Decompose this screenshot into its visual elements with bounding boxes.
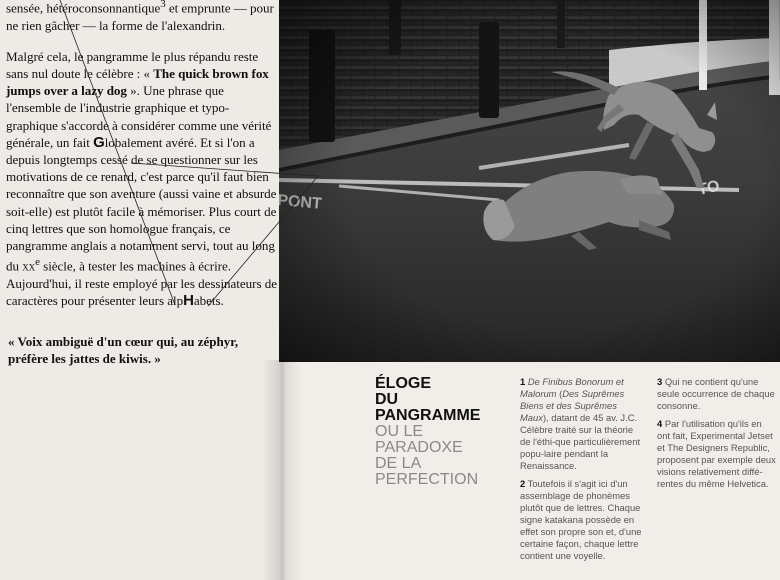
footnotes-column-2 [657,376,777,496]
fox-photo-illustration [279,0,780,362]
text-run: sensée, hétéroconsonnantique [6,0,161,16]
subtitle-line: OU LE [375,423,424,440]
text-run: The quick brown fox jumps over a lazy dog [6,65,269,99]
footnote-text: Des Suprêmes Biens et des Suprêmes Maux [520,388,625,423]
text-run: ». Une phrase que l'ensemble de l'industrie graphique et typo-graphique s'accorde à considérer comme une vérité générale, un fait [6,83,272,150]
subtitle-line: PERFECTION [375,471,479,488]
title-line: ÉLOGE [375,375,432,392]
paragraph-quick-brown-fox [6,48,278,309]
title-line: DU [375,391,399,408]
footnote-number: 4 [657,418,663,429]
subtitle-line: PARADOXE [375,439,463,456]
left-page [0,0,279,580]
text-run: 3 [160,0,166,10]
footnote-number: 2 [520,478,526,489]
footnotes-column-1 [520,376,645,568]
subtitle-line: DE LA [375,455,422,472]
footnote [520,376,645,472]
footnote [657,376,777,412]
fox-photo [279,0,780,362]
text-run: abets. [193,292,224,308]
paragraph-alexandrin [6,0,278,34]
highlighted-letter: H [183,291,194,309]
text-run: Malgré cela, le pangramme le plus répandu reste sans nul doute le célèbre : « [6,48,259,81]
footnote-number: 1 [520,376,526,387]
title-line: PANGRAMME [375,407,481,424]
pull-quote: « Voix ambiguë d'un cœur qui, au zéphyr, préfère les jattes de kiwis. » [8,334,239,366]
footnote-text: ), datant de 45 av. J.C. Célèbre traité sur la théorie de l'éthi-que particulièrement popu-laire pendant la Renaissance. [520,412,641,471]
footnote-text: ( [556,388,563,399]
footnote-text: Toutefois il s'agit ici d'un assemblage de phonèmes plutôt que de lettres. Chaque signe katakana possède en effet son propre son et, d'une certaine façon, chaque lettre contient une voyelle. [520,478,642,561]
footnote [520,478,645,562]
text-run: e [35,256,40,269]
text-run: lobalement avéré. Et si l'on a depuis longtemps cessé de se questionner sur les motivations de ce renard, c'est parce qu'il faut bien reconnaître que son aventure (aussi vaine et absurde soit-elle) est plutôt facile à mémoriser. Plus court de cinq lettres que son homologue français, ce pangramme anglais a notamment servi, tout au long du [6,134,277,274]
text-run: siècle, à tester les machines à écrire. Aujourd'hui, il reste employé par les dessinateurs de caractères pour présenter leurs alp [6,258,277,308]
text-run: xx [22,258,36,274]
body-text [6,0,278,309]
text-run: et emprunte — pour ne rien gâcher — la forme de l'alexandrin. [6,0,274,33]
footnote-number: 3 [657,376,663,387]
article-title [375,376,480,488]
footnote-text: Par l'utilisation qu'ils en ont fait, Experimental Jetset et The Designers Republic, proposent par exemple deux visions relativement diffé-rentes du même Helvetica. [657,418,776,489]
footnote [657,418,777,490]
highlighted-letter: G [93,133,105,151]
footnote-text: De Finibus Bonorum et Malorum [520,376,624,399]
footnote-text: Qui ne contient qu'une seule occurrence de chaque consonne. [657,376,775,411]
